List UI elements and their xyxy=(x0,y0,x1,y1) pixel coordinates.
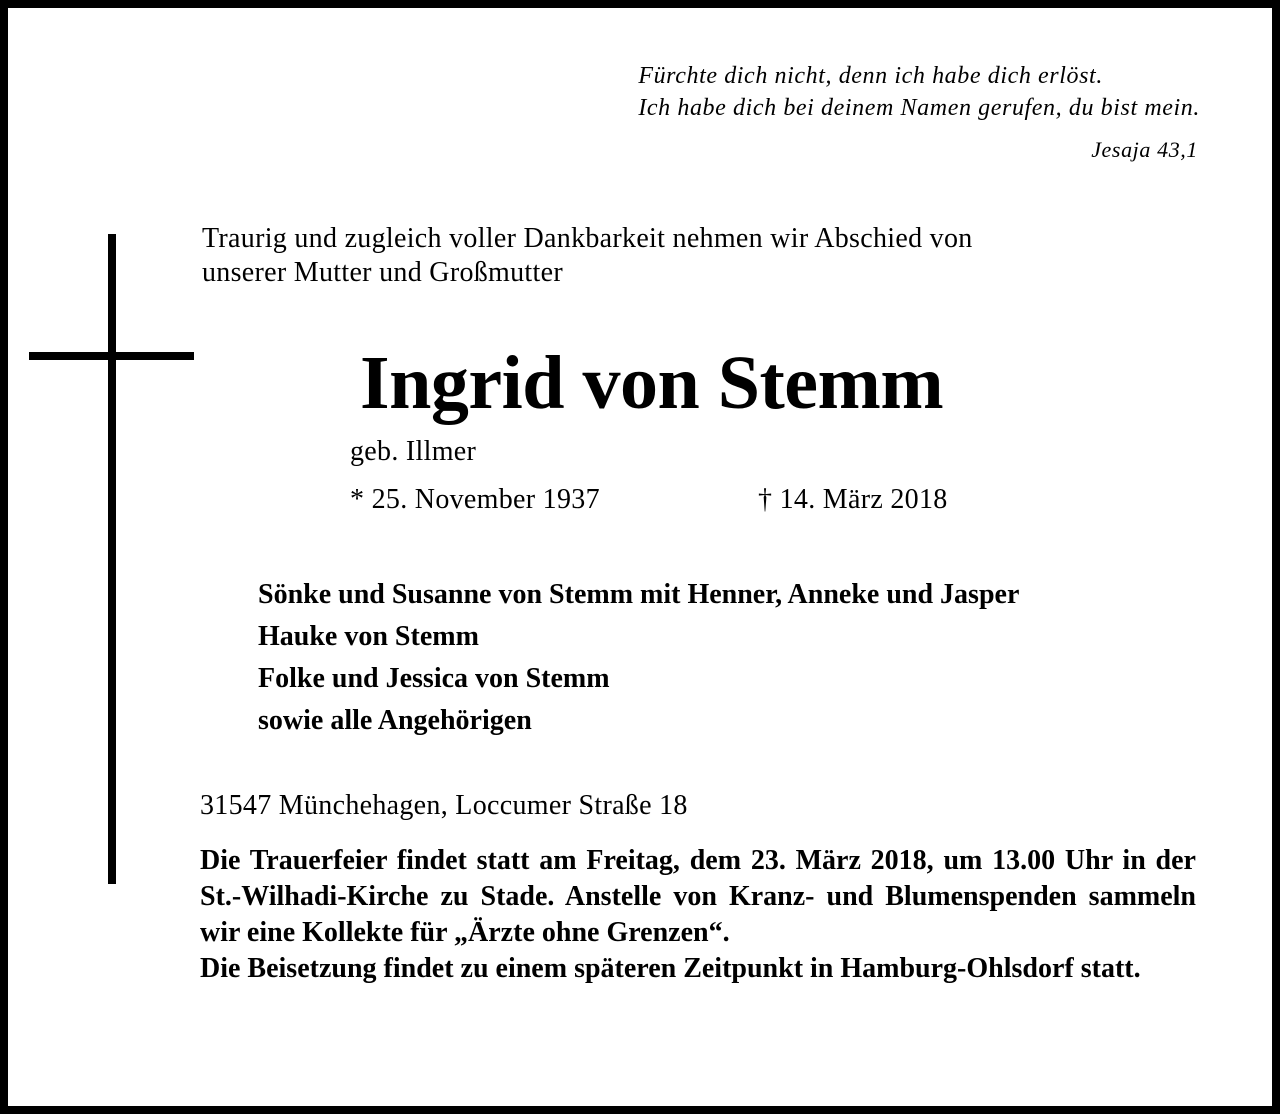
maiden-name: geb. Illmer xyxy=(350,436,477,467)
family-address: 31547 Münchehagen, Loccumer Straße 18 xyxy=(200,790,688,821)
quote-reference: Jesaja 43,1 xyxy=(1091,137,1198,162)
mourners-list xyxy=(258,574,1019,742)
cross-horizontal-bar xyxy=(29,352,194,360)
bible-quote xyxy=(638,60,1200,124)
intro-line-2: unserer Mutter und Großmutter xyxy=(202,257,563,288)
quote-line-2: Ich habe dich bei deinem Namen gerufen, du bist mein. xyxy=(638,95,1200,121)
intro-text xyxy=(202,222,1202,290)
mourner-line: sowie alle Angehörigen xyxy=(258,705,532,736)
quote-line-1: Fürchte dich nicht, denn ich habe dich erlöst. xyxy=(638,63,1103,89)
birth-date: * 25. November 1937 xyxy=(350,484,600,515)
death-date: † 14. März 2018 xyxy=(758,484,948,515)
mourner-line: Sönke und Susanne von Stemm mit Henner, Anneke und Jasper xyxy=(258,579,1020,610)
intro-line-1: Traurig und zugleich voller Dankbarkeit nehmen wir Abschied von xyxy=(202,223,973,254)
deceased-name: Ingrid von Stemm xyxy=(360,341,944,425)
mourner-line: Hauke von Stemm xyxy=(258,621,479,652)
mourner-line: Folke und Jessica von Stemm xyxy=(258,663,610,694)
cross-vertical-bar xyxy=(108,234,116,884)
service-paragraph-2: Die Beisetzung findet zu einem späteren Zeitpunkt in Hamburg-Ohlsdorf statt. xyxy=(200,953,1141,984)
service-details xyxy=(200,843,1196,987)
service-paragraph-1: Die Trauerfeier findet statt am Freitag, dem 23. März 2018, um 13.00 Uhr in der St.-Wilhadi-Kirche zu Stade. Anstelle von Kranz- und Blumenspenden sammeln wir eine Kollekte für „Ärzte ohne Grenzen“. xyxy=(200,845,1196,948)
